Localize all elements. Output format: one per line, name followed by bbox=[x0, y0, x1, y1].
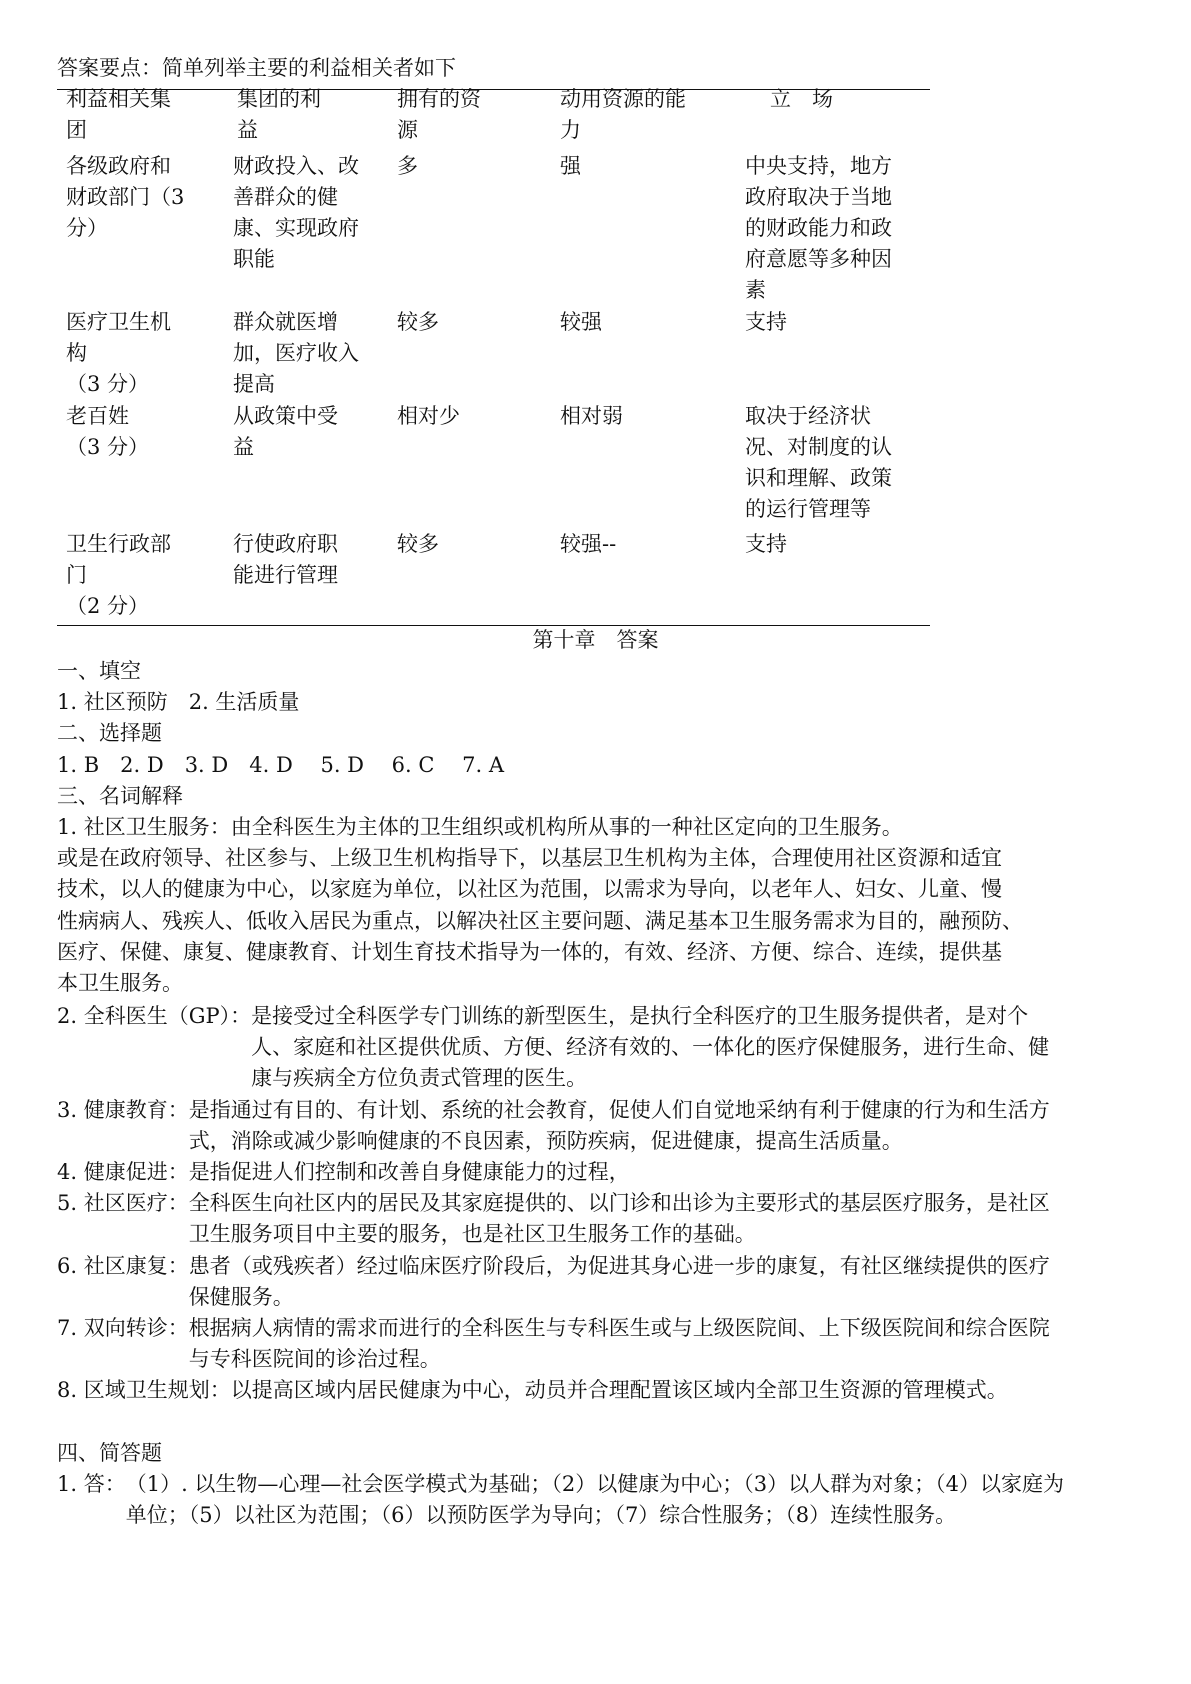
section-heading-fill-in: 一、填空 bbox=[57, 659, 141, 683]
definition-text: 全科医生向社区内的居民及其家庭提供的、以门诊和出诊为主要形式的基层医疗服务，是社区卫生服务项目中主要的服务，也是社区卫生服务工作的基础。 bbox=[188, 1191, 1050, 1247]
definition-item bbox=[57, 1095, 1157, 1157]
intro-text: 答案要点：简单列举主要的利益相关者如下 bbox=[57, 56, 456, 80]
term-1-continuation: 本卫生服务。 bbox=[57, 970, 183, 995]
term-1-continuation: 或是在政府领导、社区参与、上级卫生机构指导下，以基层卫生机构为主体，合理使用社区资源和适宜 bbox=[57, 846, 1002, 871]
table-header-group: 利益相关集 团 bbox=[66, 87, 171, 142]
answers-body bbox=[57, 656, 1157, 999]
table-header-capability: 动用资源的能 力 bbox=[560, 87, 686, 142]
section-heading-terms: 三、名词解释 bbox=[57, 783, 183, 808]
chapter-title: 第十章 答案 bbox=[532, 628, 659, 652]
table-cell: 相对少 bbox=[397, 404, 460, 428]
definition-item bbox=[57, 1251, 1157, 1313]
table-cell: 支持 bbox=[745, 532, 787, 556]
table-cell: 较强-- bbox=[560, 532, 617, 556]
term-1-definition: 1. 社区卫生服务：由全科医生为主体的卫生组织或机构所从事的一种社区定向的卫生服务。 bbox=[57, 814, 903, 839]
table-cell: 卫生行政部 门 （2 分） bbox=[66, 532, 171, 618]
short-answer-item bbox=[57, 1469, 1157, 1531]
section-heading-choice: 二、选择题 bbox=[57, 721, 162, 746]
definition-item bbox=[57, 1375, 1157, 1406]
table-cell: 较多 bbox=[397, 532, 439, 556]
table-cell: 从政策中受 益 bbox=[233, 404, 338, 459]
definition-text: 患者（或残疾者）经过临床医疗阶段后，为促进其身心进一步的康复，有社区继续提供的医疗保健服务。 bbox=[188, 1253, 1050, 1309]
table-cell: 较多 bbox=[397, 310, 439, 334]
definition-text: 是指通过有目的、有计划、系统的社会教育，促使人们自觉地采纳有利于健康的行为和生活方式，消除或减少影响健康的不良因素，预防疾病，促进健康，提高生活质量。 bbox=[188, 1097, 1050, 1153]
table-header-resources: 拥有的资 源 bbox=[397, 87, 481, 142]
choice-answers: 1. B 2. D 3. D 4. D 5. D 6. C 7. A bbox=[57, 752, 505, 777]
short-answer-term: 1. 答： bbox=[57, 1472, 126, 1497]
definition-text: 是指促进人们控制和改善自身健康能力的过程， bbox=[188, 1160, 630, 1185]
table-cell: 各级政府和 财政部门（3 分） bbox=[66, 154, 185, 240]
definition-term: 6. 社区康复： bbox=[57, 1253, 189, 1278]
table-cell: 医疗卫生机 构 （3 分） bbox=[66, 310, 171, 396]
short-answer-text: （1）. 以生物—心理—社会医学模式为基础；（2）以健康为中心；（3）以人群为对象；（4）以家庭为单位；（5）以社区为范围；（6）以预防医学为导向；（7）综合性服务；（8）连续性服务。 bbox=[125, 1472, 1065, 1528]
table-cell: 支持 bbox=[745, 310, 787, 334]
table-cell: 财政投入、改 善群众的健 康、实现政府 职能 bbox=[233, 154, 359, 271]
definition-item bbox=[57, 1001, 1157, 1095]
definition-term: 3. 健康教育： bbox=[57, 1097, 189, 1122]
term-1-continuation: 医疗、保健、康复、健康教育、计划生育技术指导为一体的，有效、经济、方便、综合、连续，提供基 bbox=[57, 939, 1002, 964]
definition-term: 4. 健康促进： bbox=[57, 1160, 189, 1185]
table-cell: 中央支持，地方 政府取决于当地 的财政能力和政 府意愿等多种因 素 bbox=[745, 154, 892, 302]
table-header-interest: 集团的利 益 bbox=[237, 87, 321, 142]
definition-item bbox=[57, 1188, 1157, 1250]
definition-text: 以提高区域内居民健康为中心，动员并合理配置该区域内全部卫生资源的管理模式。 bbox=[230, 1378, 1008, 1403]
definition-text: 是接受过全科医学专门训练的新型医生，是执行全科医疗的卫生服务提供者，是对个人、家庭和社区提供优质、方便、经济有效的、一体化的医疗保健服务，进行生命、健康与疾病全方位负责式管理的医生。 bbox=[251, 1004, 1050, 1091]
section-heading-short-answer: 四、简答题 bbox=[57, 1440, 162, 1465]
table-cell: 强 bbox=[560, 154, 581, 178]
definition-term: 7. 双向转诊： bbox=[57, 1316, 189, 1341]
definition-term: 5. 社区医疗： bbox=[57, 1191, 189, 1216]
definition-term: 2. 全科医生（GP）： bbox=[57, 1004, 252, 1028]
spacer bbox=[57, 1407, 1157, 1438]
fill-in-answers: 1. 社区预防 2. 生活质量 bbox=[57, 690, 300, 715]
table-cell: 群众就医增 加，医疗收入 提高 bbox=[233, 310, 359, 396]
table-cell: 相对弱 bbox=[560, 404, 623, 428]
table-cell: 多 bbox=[397, 154, 418, 178]
definition-item bbox=[57, 1157, 1157, 1188]
term-1-continuation: 技术，以人的健康为中心，以家庭为单位，以社区为范围，以需求为导向，以老年人、妇女、儿童、慢 bbox=[57, 877, 1002, 902]
term-definitions bbox=[57, 1001, 1157, 1531]
definition-text: 根据病人病情的需求而进行的全科医生与专科医生或与上级医院间、上下级医院间和综合医院与专科医院间的诊治过程。 bbox=[188, 1316, 1050, 1372]
definition-term: 8. 区域卫生规划： bbox=[57, 1378, 231, 1403]
table-cell: 较强 bbox=[560, 310, 602, 334]
table-cell: 老百姓 （3 分） bbox=[66, 404, 150, 459]
definition-item bbox=[57, 1313, 1157, 1375]
table-cell: 取决于经济状 况、对制度的认 识和理解、政策 的运行管理等 bbox=[745, 404, 892, 521]
table-header-position: 立 场 bbox=[770, 87, 833, 111]
table-cell: 行使政府职 能进行管理 bbox=[233, 532, 338, 587]
term-1-continuation: 性病病人、残疾人、低收入居民为重点，以解决社区主要问题、满足基本卫生服务需求为目的，融预防、 bbox=[57, 908, 1023, 933]
